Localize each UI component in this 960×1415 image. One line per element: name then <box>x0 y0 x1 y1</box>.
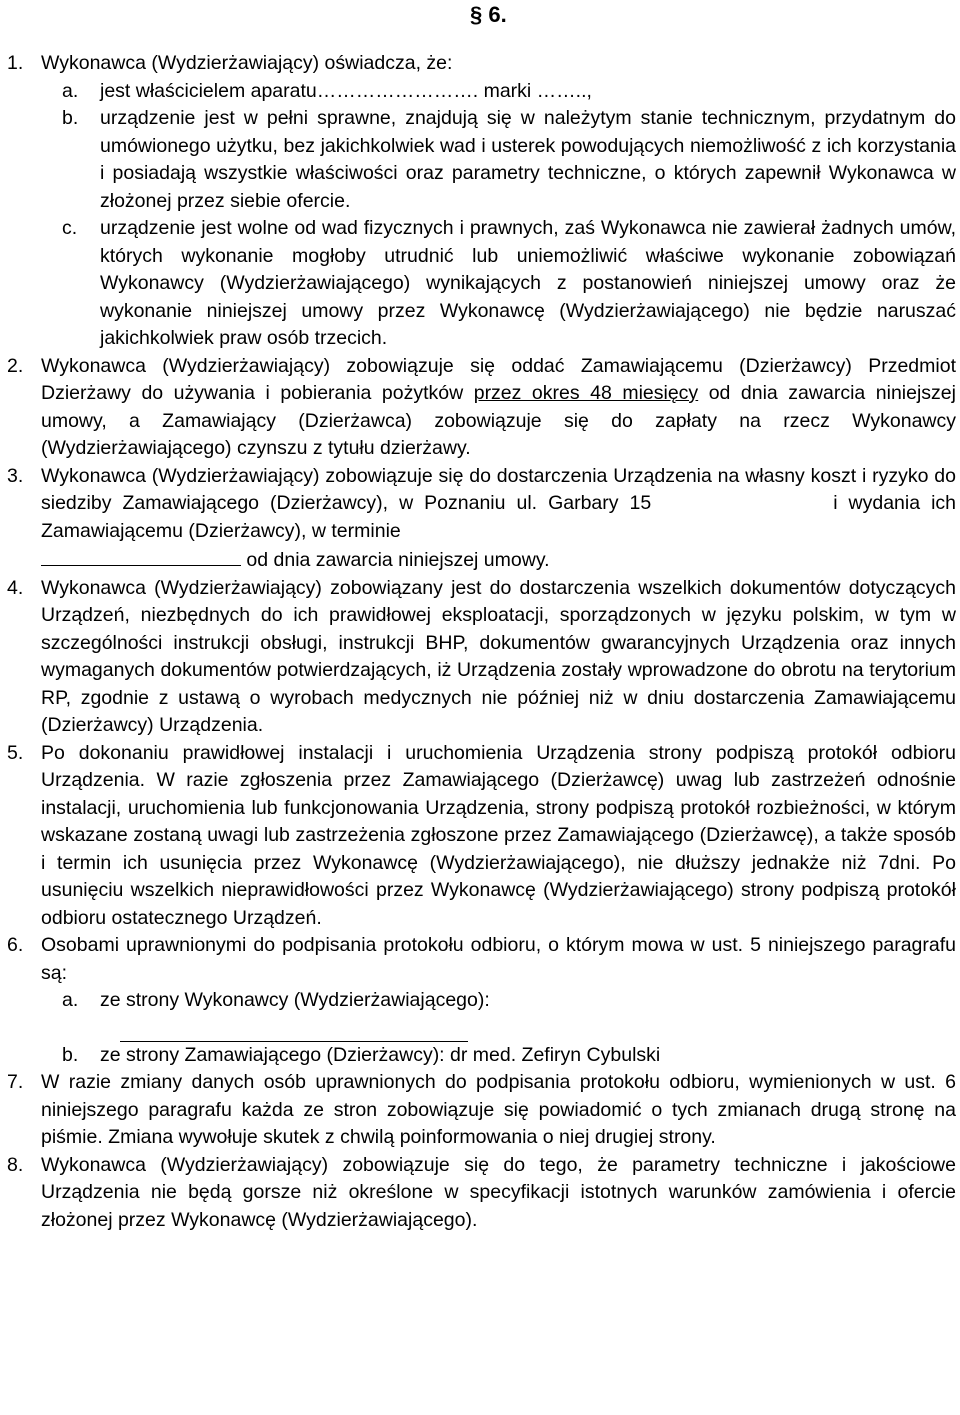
clause-text <box>41 353 956 463</box>
clause-number: 1. <box>7 52 24 74</box>
clause-6-point-a <box>0 987 956 1015</box>
clause-1-point-c <box>0 215 956 353</box>
clause-3 <box>0 463 956 575</box>
clause-8 <box>0 1152 956 1235</box>
clause-text-part: Wykonawca (Wydzierżawiający) zobowiązuje się do dostarczenia Urządzenia na własny koszt i ryzyko do siedziby Zamawiającego (Dzierżawcy), w Poznaniu ul. Garbary 15 <box>41 464 956 514</box>
clause-text-part: od dnia zawarcia niniejszej umowy. <box>241 549 550 571</box>
point-text: jest właścicielem aparatu……………………. marki …….., <box>100 79 592 102</box>
clause-7 <box>0 1069 956 1152</box>
lease-period-underlined: przez okres 48 miesięcy <box>473 382 699 404</box>
clause-5 <box>0 740 956 933</box>
point-letter: b. <box>62 107 79 129</box>
point-letter: b. <box>62 1043 79 1066</box>
clause-6 <box>0 932 956 987</box>
clause-number: 2. <box>7 354 24 377</box>
point-text: urządzenie jest wolne od wad fizycznych i prawnych, zaś Wykonawca nie zawierał żadnych umów, których wykonanie mogłoby utrudnić lub uniemożliwić właściwe wykonanie zobowiązań Wykonawcy (Wydzierżawiającego) wynikających z postanowień niniejszej umowy oraz że wykonanie niniejszej umowy przez Wykonawcę (Wydzierżawiającego) nie będzie naruszać jakichkolwiek praw osób trzecich. <box>100 217 956 349</box>
clause-number: 6. <box>7 934 24 956</box>
clause-text: Osobami uprawnionymi do podpisania protokołu odbioru, o którym mowa w ust. 5 niniejszego paragrafu są: <box>41 934 956 984</box>
document-body <box>0 50 956 1234</box>
clause-text-part: i wydania ich Zamawiającemu (Dzierżawcy), w terminie <box>41 492 956 542</box>
point-letter: a. <box>62 79 79 102</box>
point-letter: a. <box>62 989 79 1011</box>
clause-number: 5. <box>7 741 24 764</box>
point-letter: c. <box>62 217 78 239</box>
clause-text-part: od dnia zawarcia niniejszej umowy, a Zamawiający (Dzierżawca) zobowiązuje się do zapłaty na rzecz Wykonawcy (Wydzierżawiającego) czynszu z tytułu dzierżawy. <box>41 382 956 459</box>
clause-text: Wykonawca (Wydzierżawiający) zobowiązuje się do tego, że parametry techniczne i jakościowe Urządzenia nie będą gorsze niż określone w specyfikacji istotnych warunków zamówienia i ofercie złożonej przez Wykonawcę (Wydzierżawiającego). <box>41 1153 956 1231</box>
clause-1-point-b <box>0 105 956 215</box>
clause-text <box>41 463 956 575</box>
clause-1-point-a <box>0 78 956 106</box>
clause-text: Wykonawca (Wydzierżawiający) zobowiązany jest do dostarczenia wszelkich dokumentów dotyczących Urządzeń, niezbędnych do ich prawidłowej eksploatacji, sporządzonych w języku polskim, w tym w szczególności instrukcji obsługi, instrukcji BHP, dokumentów gwarancyjnych Urządzenia oraz innych wymaganych dokumentów potwierdzających, iż Urządzenia zostały wprowadzone do obrotu na terytorium RP, zgodnie z ustawą o wyrobach medycznych nie później niż w dniu dostarczenia Zamawiającemu (Dzierżawcy) Urządzenia. <box>41 576 956 736</box>
deadline-blank-line <box>41 545 241 566</box>
clause-number: 4. <box>7 576 24 599</box>
point-text: ze strony Wykonawcy (Wydzierżawiającego): <box>100 989 490 1011</box>
point-text: ze strony Zamawiającego (Dzierżawcy): dr med. Zefiryn Cybulski <box>100 1043 661 1066</box>
clause-1 <box>0 50 956 78</box>
clause-2 <box>0 353 956 463</box>
clause-text-part: Wykonawca (Wydzierżawiający) zobowiązuje się oddać Zamawiającemu (Dzierżawcy) Przedmiot Dzierżawy do używania i pobierania pożytków <box>41 354 956 404</box>
clause-6-point-b <box>0 1042 956 1070</box>
clause-text: Wykonawca (Wydzierżawiający) oświadcza, że: <box>41 52 453 74</box>
clause-text: Po dokonaniu prawidłowej instalacji i uruchomienia Urządzenia strony podpiszą protokół odbioru Urządzenia. W razie zgłoszenia przez Zamawiającego (Dzierżawcę) uwag lub zastrzeżeń odnośnie instalacji, uruchomienia lub funkcjonowania Urządzenia, strony podpiszą protokół rozbieżności, w którym wskazane zostaną uwagi lub zastrzeżenia zgłoszone przez Zamawiającego (Dzierżawcę), a także sposób i termin ich usunięcia przez Wykonawcę (Wydzierżawiającego), nie dłuższy jednakże niż 7dni. Po usunięciu wszelkich nieprawidłowości przez Wykonawcę (Wydzierżawiającego) strony podpiszą protokół odbioru ostatecznego Urządzeń. <box>41 741 956 929</box>
section-heading: § 6. <box>470 2 507 27</box>
clause-number: 8. <box>7 1153 24 1176</box>
point-text: urządzenie jest w pełni sprawne, znajdują się w należytym stanie technicznym, przydatnym do umówionego użytku, bez jakichkolwiek wad i usterek powodujących niemożliwość z ich korzystania i posiadają wszystkie właściwości oraz parametry techniczne, o których zapewnił Wykonawca w złożonej przez siebie ofercie. <box>100 107 956 212</box>
clause-text: W razie zmiany danych osób uprawnionych do podpisania protokołu odbioru, wymienionych w ust. 6 niniejszego paragrafu każda ze stron zobowiązuje się powiadomić o tych zmianach drugą stronę na piśmie. Zmiana wywołuje skutek z chwilą poinformowania o niej drugiej strony. <box>41 1071 956 1148</box>
clause-4 <box>0 575 956 740</box>
clause-number: 7. <box>7 1071 24 1093</box>
signatory-blank-line <box>120 1015 468 1042</box>
clause-number: 3. <box>7 464 24 487</box>
